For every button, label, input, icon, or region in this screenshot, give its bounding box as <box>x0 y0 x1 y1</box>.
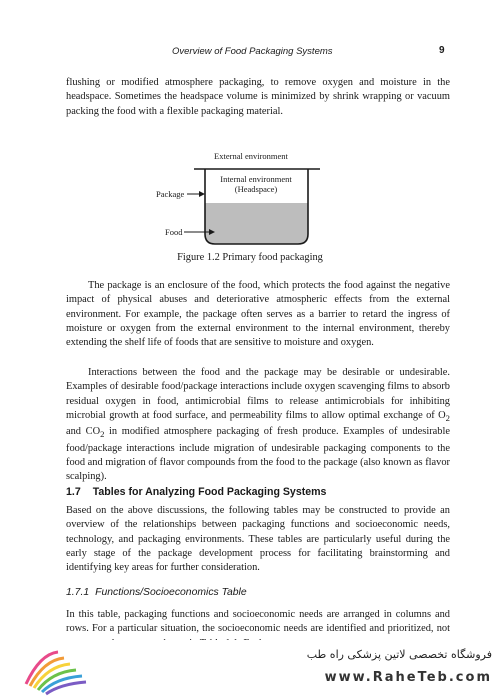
running-header <box>0 44 500 60</box>
food-fill <box>205 203 308 244</box>
store-name-persian: فروشگاه تخصصی لاتین پزشکی راه طب <box>306 648 492 661</box>
paragraph-tables-overview: Based on the above discussions, the following tables may be constructed to provide an overview of the relationships between packaging functions and socioeconomic needs, technology, and packaging environments. These tables are particularly useful during the early stage of the package development process for facilitating brainstorming and identifying key areas for further consideration. <box>66 505 450 574</box>
running-title: Overview of Food Packaging Systems <box>172 46 333 57</box>
subscript-o2: 2 <box>445 412 450 423</box>
subscript-co2: 2 <box>100 429 105 440</box>
paragraph-interactions <box>66 366 450 485</box>
intro-paragraph: flushing or modified atmosphere packaging, to remove oxygen and moisture in the headspace. Sometimes the headspace volume is minimized by shrink wrapping or vacuum packing the food with a flexible packaging material. <box>66 77 450 117</box>
paragraph-enclosure: The package is an enclosure of the food, which protects the food against the negative impact of physical abuses and deteriorative atmospheric effects from the external environment. For example, the package often serves as a barrier to retard the ingress of moisture or oxygen from the external environment to the internal environment, thereby extending the shelf life of foods that are sensitive to moisture and oxygen. <box>66 280 450 349</box>
paragraph-interactions-text-3: in modified atmosphere packaging of fresh produce. Examples of undesirable food/package interactions include migration of undesirable packaging components to the food and migration of flavor compounds from the food to the package (also known as flavor scalping). <box>66 426 450 483</box>
watermark-footer <box>0 640 500 700</box>
primary-packaging-figure <box>150 148 350 248</box>
store-url[interactable]: www.RaheTeb.com <box>324 670 492 685</box>
package-label: Package <box>156 189 185 199</box>
subsection-number: 1.7.1 <box>66 587 90 598</box>
paragraph-functions-table: In this table, packaging functions and socioeconomic needs are arranged in columns and rows. For a particular situation, the socioeconomic needs are identified and prioritized, not <box>66 609 450 635</box>
section-heading-1-7 <box>66 486 326 498</box>
subsection-title: Functions/Socioeconomics Table <box>95 587 247 598</box>
subsection-heading-1-7-1 <box>66 587 247 598</box>
external-environment-label: External environment <box>214 151 288 161</box>
paragraph-interactions-text-1: Interactions between the food and the package may be desirable or undesirable. Examples of desirable food/package interactions include oxygen scavenging films to absorb residual oxygen in food, antimicrobial films to release antimicrobials for inhibiting microbial growth at food surface, and permeability films to allow optimal exchange of O <box>66 367 450 421</box>
paragraph-interactions-text-2: and CO <box>66 426 101 438</box>
section-title: Tables for Analyzing Food Packaging Systems <box>92 486 327 498</box>
internal-environment-label: Internal environment <box>220 174 292 184</box>
page-number: 9 <box>439 45 445 56</box>
bookstore-logo-icon <box>18 646 88 696</box>
headspace-label: (Headspace) <box>234 184 278 194</box>
package-arrowhead <box>199 191 205 197</box>
food-label: Food <box>165 227 183 237</box>
section-number: 1.7 <box>66 486 81 498</box>
figure-caption: Figure 1.2 Primary food packaging <box>177 252 323 263</box>
